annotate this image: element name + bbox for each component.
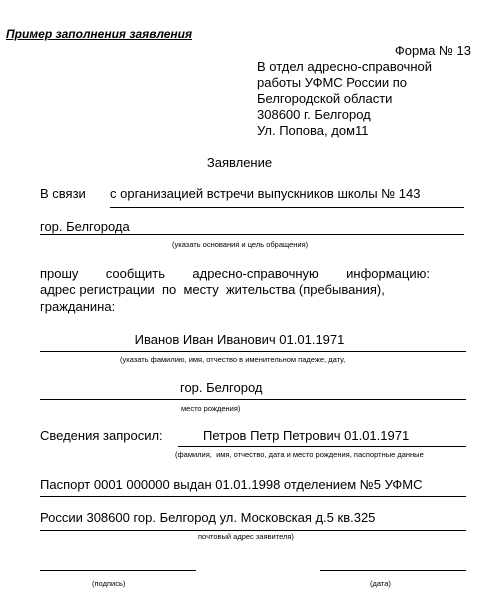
citizen-underline bbox=[40, 351, 466, 352]
citizen-caption: (указать фамилию, имя, отчество в именительном падеже, дату, bbox=[120, 355, 346, 364]
passport-underline bbox=[40, 496, 466, 497]
recipient-line: 308600 г. Белгород bbox=[257, 107, 371, 122]
signature-caption: (подпись) bbox=[92, 579, 126, 588]
birthplace-caption: место рождения) bbox=[181, 404, 241, 413]
recipient-line: работы УФМС России по bbox=[257, 75, 408, 90]
reason-text-line1: с организацией встречи выпускников школы № 143 bbox=[110, 186, 421, 201]
reason-prefix: В связи bbox=[40, 186, 86, 201]
recipient-line: Белгородской области bbox=[257, 91, 393, 106]
form-number: Форма № 13 bbox=[394, 43, 471, 58]
requester-label: Сведения запросил: bbox=[40, 428, 163, 443]
signature-line bbox=[40, 570, 196, 571]
citizen-value: Иванов Иван Иванович 01.01.1971 bbox=[134, 332, 345, 347]
birthplace-underline bbox=[40, 399, 466, 400]
passport-line2: России 308600 гор. Белгород ул. Московская д.5 кв.325 bbox=[40, 510, 376, 525]
request-word: информацию: bbox=[346, 266, 430, 281]
recipient-line: Ул. Попова, дом11 bbox=[257, 123, 369, 138]
requester-caption: (фамилия, имя, отчество, дата и место рождения, паспортные данные bbox=[175, 450, 424, 459]
reason-text-line2: гор. Белгорода bbox=[40, 219, 130, 234]
birthplace-value: гор. Белгород bbox=[180, 380, 263, 395]
reason-caption: (указать основания и цель обращения) bbox=[172, 240, 309, 249]
date-caption: (дата) bbox=[370, 579, 391, 588]
passport-underline bbox=[40, 530, 466, 531]
date-line bbox=[320, 570, 466, 571]
requester-underline bbox=[178, 446, 466, 447]
document-heading: Пример заполнения заявления bbox=[6, 27, 193, 41]
reason-underline bbox=[40, 234, 464, 235]
request-line2: адрес регистрации по месту жительства (пребывания), bbox=[40, 282, 385, 297]
request-word: сообщить bbox=[105, 266, 166, 281]
requester-value: Петров Петр Петрович 01.01.1971 bbox=[203, 428, 410, 443]
request-word: адресно-справочную bbox=[192, 266, 319, 281]
request-word: прошу bbox=[40, 266, 79, 281]
reason-underline bbox=[110, 207, 464, 208]
application-title: Заявление bbox=[206, 155, 273, 170]
recipient-line: В отдел адресно-справочной bbox=[257, 59, 432, 74]
postal-address-caption: почтовый адрес заявителя) bbox=[198, 532, 294, 541]
request-line1 bbox=[40, 267, 430, 280]
passport-line1: Паспорт 0001 000000 выдан 01.01.1998 отделением №5 УФМС bbox=[40, 477, 423, 492]
request-line3: гражданина: bbox=[40, 299, 116, 314]
